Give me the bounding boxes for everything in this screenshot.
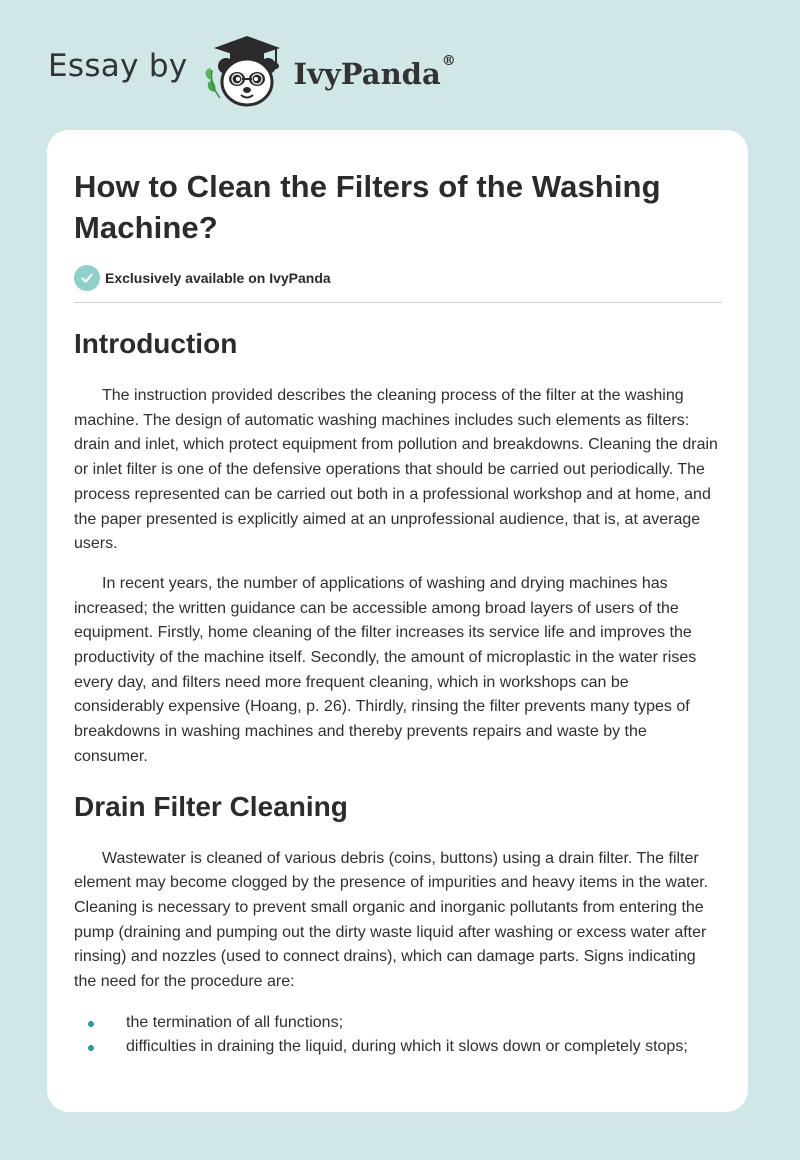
exclusive-badge-label: Exclusively available on IvyPanda (105, 270, 331, 286)
brand-header[interactable] (48, 32, 456, 112)
essay-content (47, 130, 748, 1060)
section-heading-drain-filter-cleaning: Drain Filter Cleaning (74, 790, 348, 822)
list-item (74, 1011, 722, 1036)
bullet-icon (88, 1045, 94, 1051)
page-title: How to Clean the Filters of the Washing Machine? (74, 169, 661, 245)
essay-card (47, 130, 748, 1112)
brand-name (293, 53, 456, 91)
paragraph: Wastewater is cleaned of various debris (coins, buttons) using a drain filter. The filter element may become clogged by the presence of impurities and heavy items in the water. Cleaning is necessary to prevent small organic and inorganic pollutants from entering the pump (draining and pumping out the dirty waste liquid after washing or excess water after rinsing) and nozzles (used to connect drains), which can damage parts. Signs indicating the need for the procedure are: (74, 849, 709, 991)
section-heading-introduction: Introduction (74, 328, 238, 359)
list-item (74, 1035, 722, 1060)
paragraph: In recent years, the number of applications of washing and drying machines has increased; the written guidance can be accessible among broad layers of users of the equipment. Firstly, home cleaning of the filter increases its service life and improves the productivity of the machine itself. Secondly, the amount of microplastic in the water rises every day, and filters need more frequent cleaning, which in workshops can be considerably expensive (Hoang, p. 26). Thirdly, rinsing the filter prevents many types of breakdowns in washing machines and thereby prevents repairs and waste by the consumer. (74, 574, 697, 765)
list-item-text: the termination of all functions; (126, 1013, 344, 1031)
exclusive-badge (74, 265, 722, 291)
signs-list (74, 1011, 722, 1060)
bullet-icon (88, 1021, 94, 1027)
essay-by-label: Essay by (48, 48, 188, 84)
title-divider (74, 302, 722, 303)
brand-name-text: IvyPanda (293, 57, 441, 91)
registered-mark: ® (441, 53, 456, 69)
paragraph: The instruction provided describes the cleaning process of the filter at the washing machine. The design of automatic washing machines includes such elements as filters: drain and inlet, which protect equipment from pollution and breakdowns. Cleaning the drain or inlet filter is one of the defensive operations that should be carried out periodically. The process represented can be carried out both in a professional workshop and at home, and the paper presented is explicitly aimed at an unprofessional audience, that is, at average users. (74, 387, 718, 553)
checkmark-icon (74, 265, 100, 291)
list-item-text: difficulties in draining the liquid, during which it slows down or completely stops; (126, 1038, 688, 1056)
panda-graduate-icon (200, 32, 290, 112)
